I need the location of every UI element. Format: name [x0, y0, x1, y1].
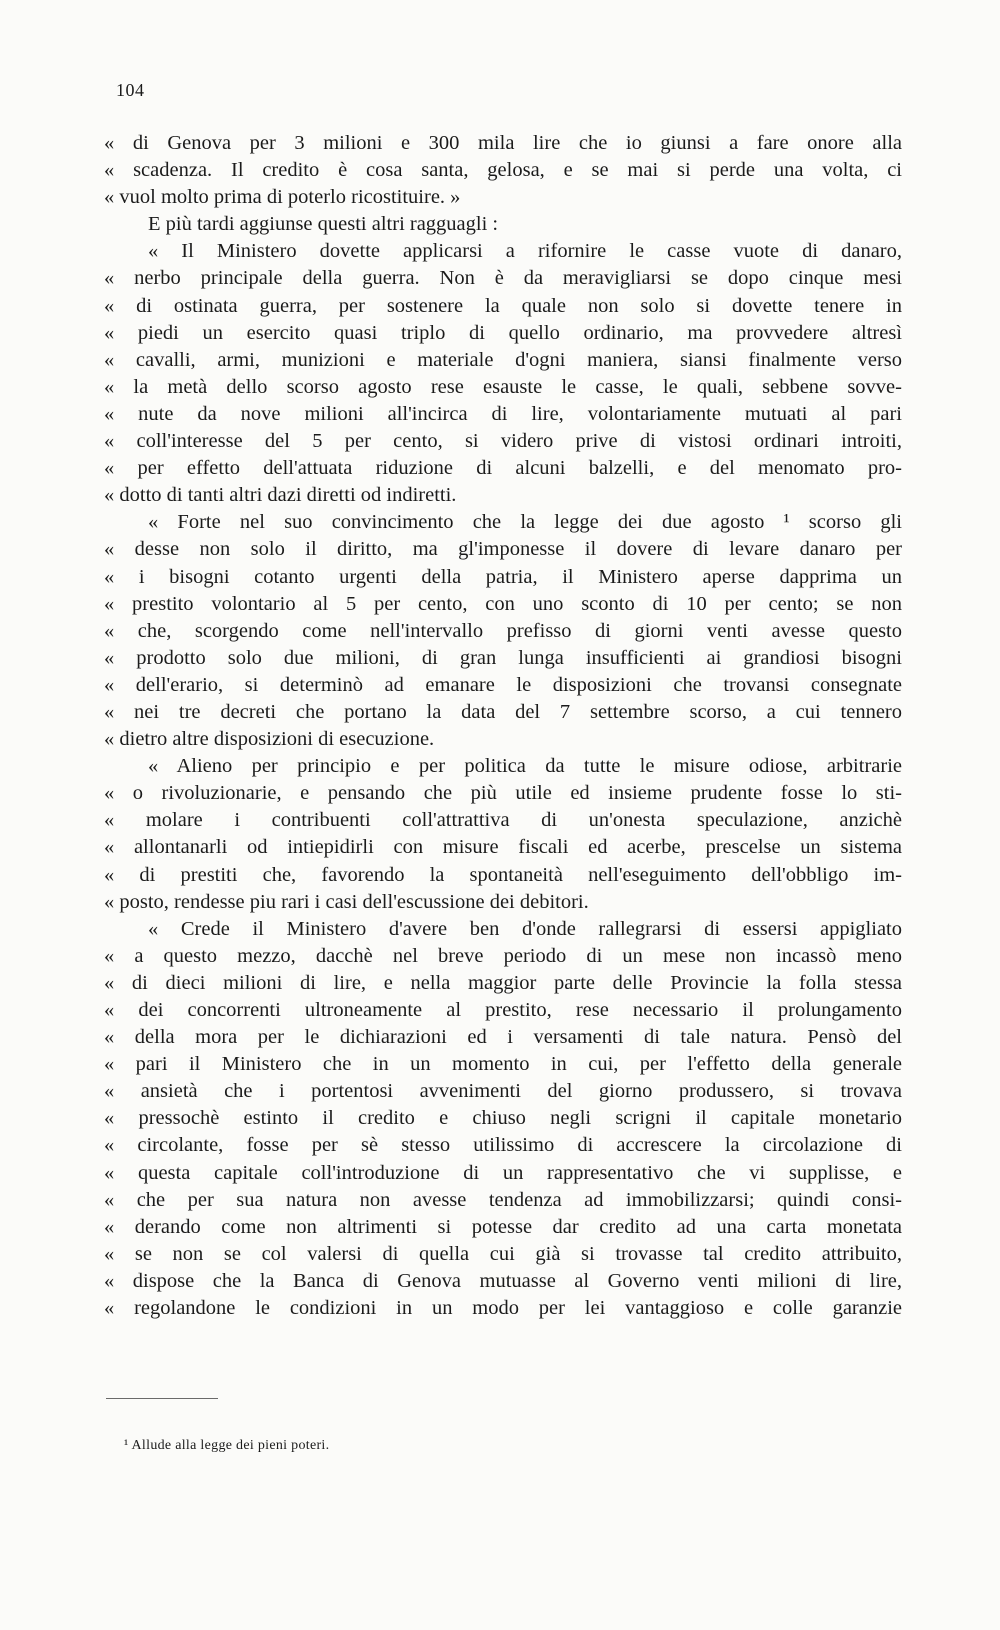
- text-line: « di Genova per 3 milioni e 300 mila lire che io giunsi a fare onore alla: [104, 132, 902, 154]
- text-line: « molare i contribuenti coll'attrattiva di un'onesta speculazione, anzichè: [104, 809, 902, 832]
- text-line: « di ostinata guerra, per sostenere la quale non solo si dovette tenere in: [104, 294, 902, 317]
- text-line: « dispose che la Banca di Genova mutuasse al Governo venti milioni di lire,: [104, 1269, 902, 1292]
- text-line: « che, scorgendo come nell'intervallo prefisso di giorni venti avesse questo: [104, 619, 902, 642]
- body-text: [104, 130, 902, 1322]
- text-line: « scadenza. Il credito è cosa santa, gelosa, e se mai si perde una volta, ci: [104, 159, 902, 182]
- text-line: « dietro altre disposizioni di esecuzione.: [104, 728, 435, 751]
- footnote: ¹ Allude alla legge dei pieni poteri.: [124, 1438, 330, 1453]
- text-line: « di prestiti che, favorendo la spontaneità nell'eseguimento dell'obbligo im-: [104, 863, 902, 886]
- text-line: « nei tre decreti che portano la data del 7 settembre scorso, a cui tennero: [104, 700, 902, 723]
- text-line: « derando come non altrimenti si potesse dar credito ad una carta monetata: [104, 1215, 902, 1238]
- text-line: « piedi un esercito quasi triplo di quello ordinario, ma provvedere altresì: [104, 321, 902, 344]
- text-line: « a questo mezzo, dacchè nel breve periodo di un mese non incassò meno: [104, 944, 902, 967]
- text-line: « dotto di tanti altri dazi diretti od indiretti.: [104, 484, 457, 507]
- text-line: « posto, rendesse piu rari i casi dell'escussione dei debitori.: [104, 890, 589, 913]
- text-line: « che per sua natura non avesse tendenza ad immobilizzarsi; quindi consi-: [104, 1188, 902, 1211]
- page-number: 104: [116, 80, 145, 100]
- text-line: « allontanarli od intiepidirli con misure fiscali ed acerbe, prescelse un sistema: [104, 836, 902, 859]
- text-line: E più tardi aggiunse questi altri ragguagli :: [148, 213, 499, 236]
- text-line: « nute da nove milioni all'incirca di lire, volontariamente mutuati al pari: [104, 402, 902, 425]
- text-line: « Forte nel suo convincimento che la legge dei due agosto ¹ scorso gli: [148, 511, 902, 534]
- text-line: « Crede il Ministero d'avere ben d'onde rallegrarsi di essersi appigliato: [148, 917, 902, 940]
- text-line: « desse non solo il diritto, ma gl'imponesse il dovere di levare danaro per: [104, 538, 902, 561]
- text-line: « dei concorrenti ultroneamente al prestito, rese necessario il prolungamento: [104, 999, 902, 1021]
- text-line: « o rivoluzionarie, e pensando che più utile ed insieme prudente fosse lo sti-: [104, 782, 902, 805]
- text-line: « pressochè estinto il credito e chiuso negli scrigni il capitale monetario: [104, 1107, 902, 1130]
- text-line: « ansietà che i portentosi avvenimenti del giorno produssero, si trovava: [104, 1080, 902, 1103]
- footnote-divider: [106, 1398, 218, 1399]
- text-line: « coll'interesse del 5 per cento, si videro prive di vistosi ordinari introiti,: [104, 430, 902, 453]
- text-line: « Il Ministero dovette applicarsi a rifornire le casse vuote di danaro,: [148, 240, 902, 263]
- text-line: « di dieci milioni di lire, e nella maggior parte delle Provincie la folla stessa: [104, 971, 902, 994]
- text-line: « i bisogni cotanto urgenti della patria, il Ministero aperse dapprima un: [104, 565, 902, 588]
- text-line: « prodotto solo due milioni, di gran lunga insufficienti ai grandiosi bisogni: [104, 646, 902, 669]
- text-line: « cavalli, armi, munizioni e materiale d'ogni maniera, siansi finalmente verso: [104, 348, 902, 371]
- text-line: « se non se col valersi di quella cui già si trovasse tal credito attribuito,: [104, 1242, 902, 1265]
- text-line: « regolandone le condizioni in un modo per lei vantaggioso e colle garanzie: [104, 1297, 902, 1320]
- text-line: « per effetto dell'attuata riduzione di alcuni balzelli, e del menomato pro-: [104, 457, 902, 480]
- text-line: « circolante, fosse per sè stesso utilissimo di accrescere la circolazione di: [104, 1134, 902, 1157]
- text-line: « dell'erario, si determinò ad emanare le disposizioni che trovansi consegnate: [104, 673, 902, 696]
- text-line: « pari il Ministero che in un momento in cui, per l'effetto della generale: [104, 1053, 902, 1076]
- text-line: « nerbo principale della guerra. Non è da meravigliarsi se dopo cinque mesi: [104, 267, 902, 290]
- text-line: « prestito volontario al 5 per cento, con uno sconto di 10 per cento; se non: [104, 592, 902, 615]
- text-line: « la metà dello scorso agosto rese esauste le casse, le quali, sebbene sovve-: [104, 375, 902, 398]
- text-line: « questa capitale coll'introduzione di un rappresentativo che vi supplisse, e: [104, 1161, 902, 1184]
- text-line: « Alieno per principio e per politica da tutte le misure odiose, arbitrarie: [148, 755, 902, 778]
- text-line: « della mora per le dichiarazioni ed i versamenti di tale natura. Pensò del: [104, 1026, 902, 1049]
- text-line: « vuol molto prima di poterlo ricostituire. »: [104, 186, 461, 209]
